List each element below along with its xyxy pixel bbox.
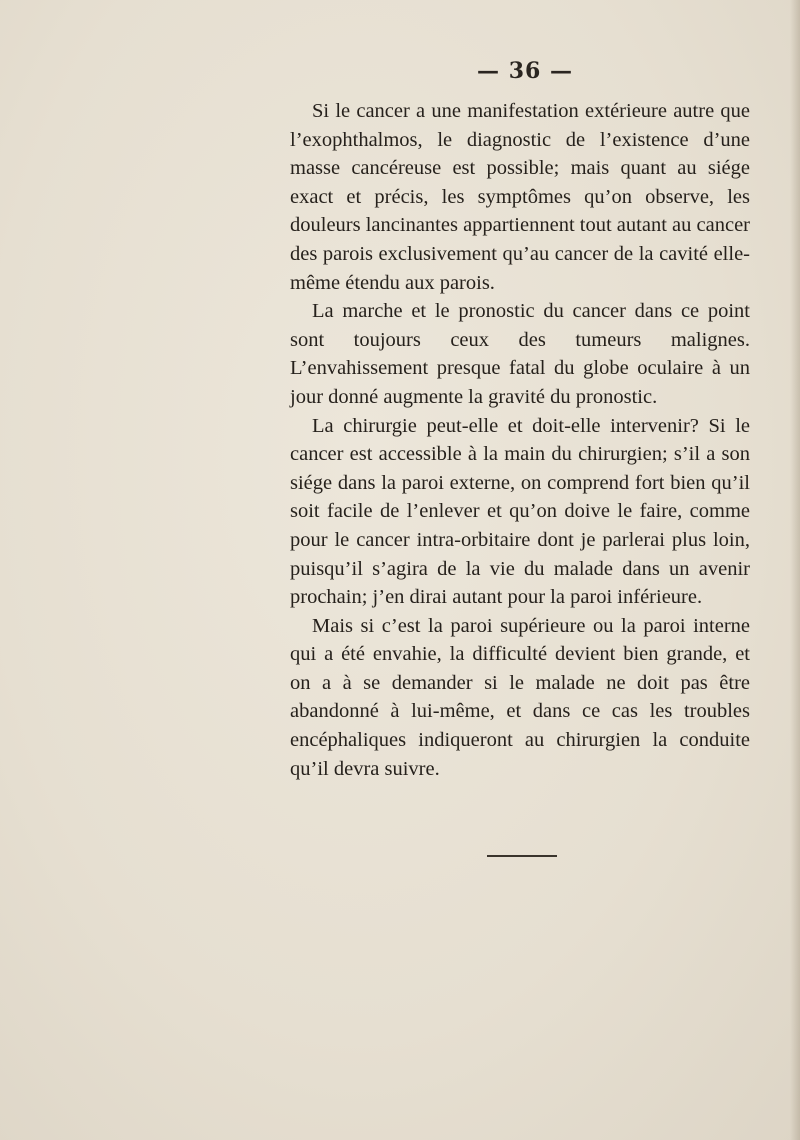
body-text — [290, 97, 750, 783]
paragraph: La chirurgie peut-elle et doit-elle intervenir? Si le cancer est accessible à la main du chirurgien; s’il a son siége dans la paroi externe, on comprend fort bien qu’il soit facile de l’enlever et qu’on doive le faire, comme pour le cancer intra-orbitaire dont je parlerai plus loin, puisqu’il s’agira de la vie du malade dans un avenir prochain; j’en dirai autant pour la paroi inférieure. — [290, 414, 750, 609]
paragraph: Si le cancer a une manifestation extérieure autre que l’exophthalmos, le diagnostic de l’existence d’une masse cancéreuse est possible; mais quant au siége exact et précis, les symptômes qu’on observe, les douleurs lancinantes appartiennent tout autant au cancer des parois exclusivement qu’au cancer de la cavité elle-même étendu aux parois. — [290, 100, 750, 294]
paragraph: Mais si c’est la paroi supérieure ou la paroi interne qui a été envahie, la difficulté devient bien grande, et on a à se demander si le malade ne doit pas être abandonné à lui-même, et dans ce cas les troubles encéphaliques indiqueront au chirurgien la conduite qu’il devra suivre. — [290, 614, 750, 780]
paragraph: La marche et le pronostic du cancer dans ce point sont toujours ceux des tumeurs malignes. L’envahissement presque fatal du globe oculaire à un jour donné augmente la gravité du pronostic. — [290, 300, 750, 408]
page-number: — 36 — — [477, 58, 573, 84]
end-rule — [487, 855, 557, 857]
page-edge-shadow — [790, 0, 800, 1140]
